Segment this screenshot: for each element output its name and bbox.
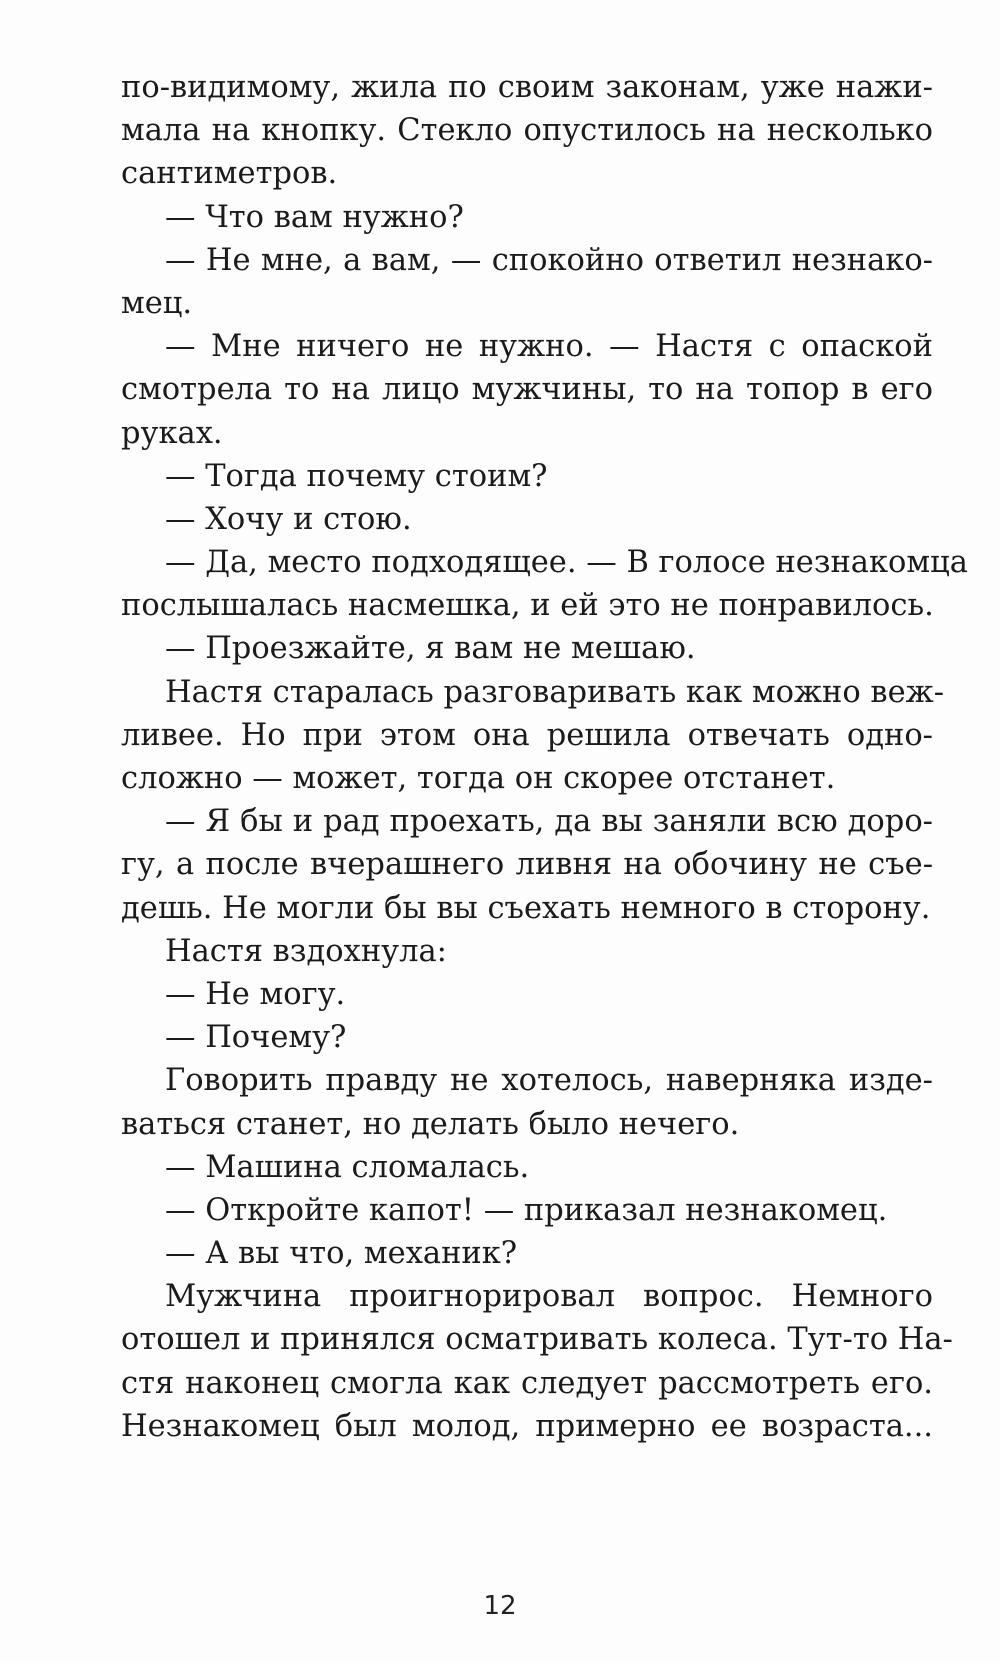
body-text <box>121 66 968 1448</box>
text-line: — Я бы и рад проехать, да вы заняли всю доро- <box>165 804 933 840</box>
text-line: — Проезжайте, я вам не мешаю. <box>165 631 696 667</box>
text-line: мец. <box>121 285 193 321</box>
text-line: стя наконец смогла как следует рассмотреть его. <box>121 1365 933 1401</box>
text-line: — А вы что, механик? <box>165 1236 518 1272</box>
text-line: мала на кнопку. Стекло опустилось на несколько <box>121 113 933 149</box>
text-line: Говорить правду не хотелось, наверняка изде- <box>165 1063 933 1099</box>
text-line: по-видимому, жила по своим законам, уже нажи- <box>121 70 933 105</box>
text-line: Незнакомец был молод, примерно ее возраста... <box>121 1408 933 1444</box>
text-line: руках. <box>121 415 223 451</box>
text-line: ваться станет, но делать было нечего. <box>121 1106 740 1142</box>
text-line: Настя вздохнула: <box>165 933 447 969</box>
text-line: смотрела то на лицо мужчины, то на топор в его <box>121 372 933 408</box>
text-line: — Не могу. <box>165 976 346 1012</box>
text-line: — Что вам нужно? <box>165 199 464 235</box>
text-line: — Мне ничего не нужно. — Настя с опаской <box>165 329 933 365</box>
text-line: Мужчина проигнорировал вопрос. Немного <box>165 1279 933 1315</box>
text-line: — Откройте капот! — приказал незнакомец. <box>165 1192 888 1228</box>
text-line: Настя старалась разговаривать как можно веж- <box>165 674 945 710</box>
text-line: — Не мне, а вам, — спокойно ответил незнако- <box>165 242 933 278</box>
text-line: — Тогда почему стоим? <box>165 458 548 494</box>
text-line: — Почему? <box>165 1020 347 1056</box>
text-line: — Да, место подходящее. — В голосе незнакомца <box>165 545 968 581</box>
text-line: гу, а после вчерашнего ливня на обочину не съе- <box>121 847 933 883</box>
text-line: отошел и принялся осматривать колеса. Тут-то На- <box>121 1322 953 1358</box>
text-line: послышалась насмешка, и ей это не понравилось. <box>121 588 934 624</box>
text-line: сантиметров. <box>121 156 338 192</box>
page-number: 12 <box>483 1591 517 1621</box>
text-line: ливее. Но при этом она решила отвечать одно- <box>121 717 933 753</box>
text-line: сложно — может, тогда он скорее отстанет. <box>121 761 836 796</box>
text-line: дешь. Не могли бы вы съехать немного в сторону. <box>121 890 931 926</box>
text-line: — Хочу и стою. <box>165 501 412 537</box>
text-line: — Машина сломалась. <box>165 1149 530 1185</box>
